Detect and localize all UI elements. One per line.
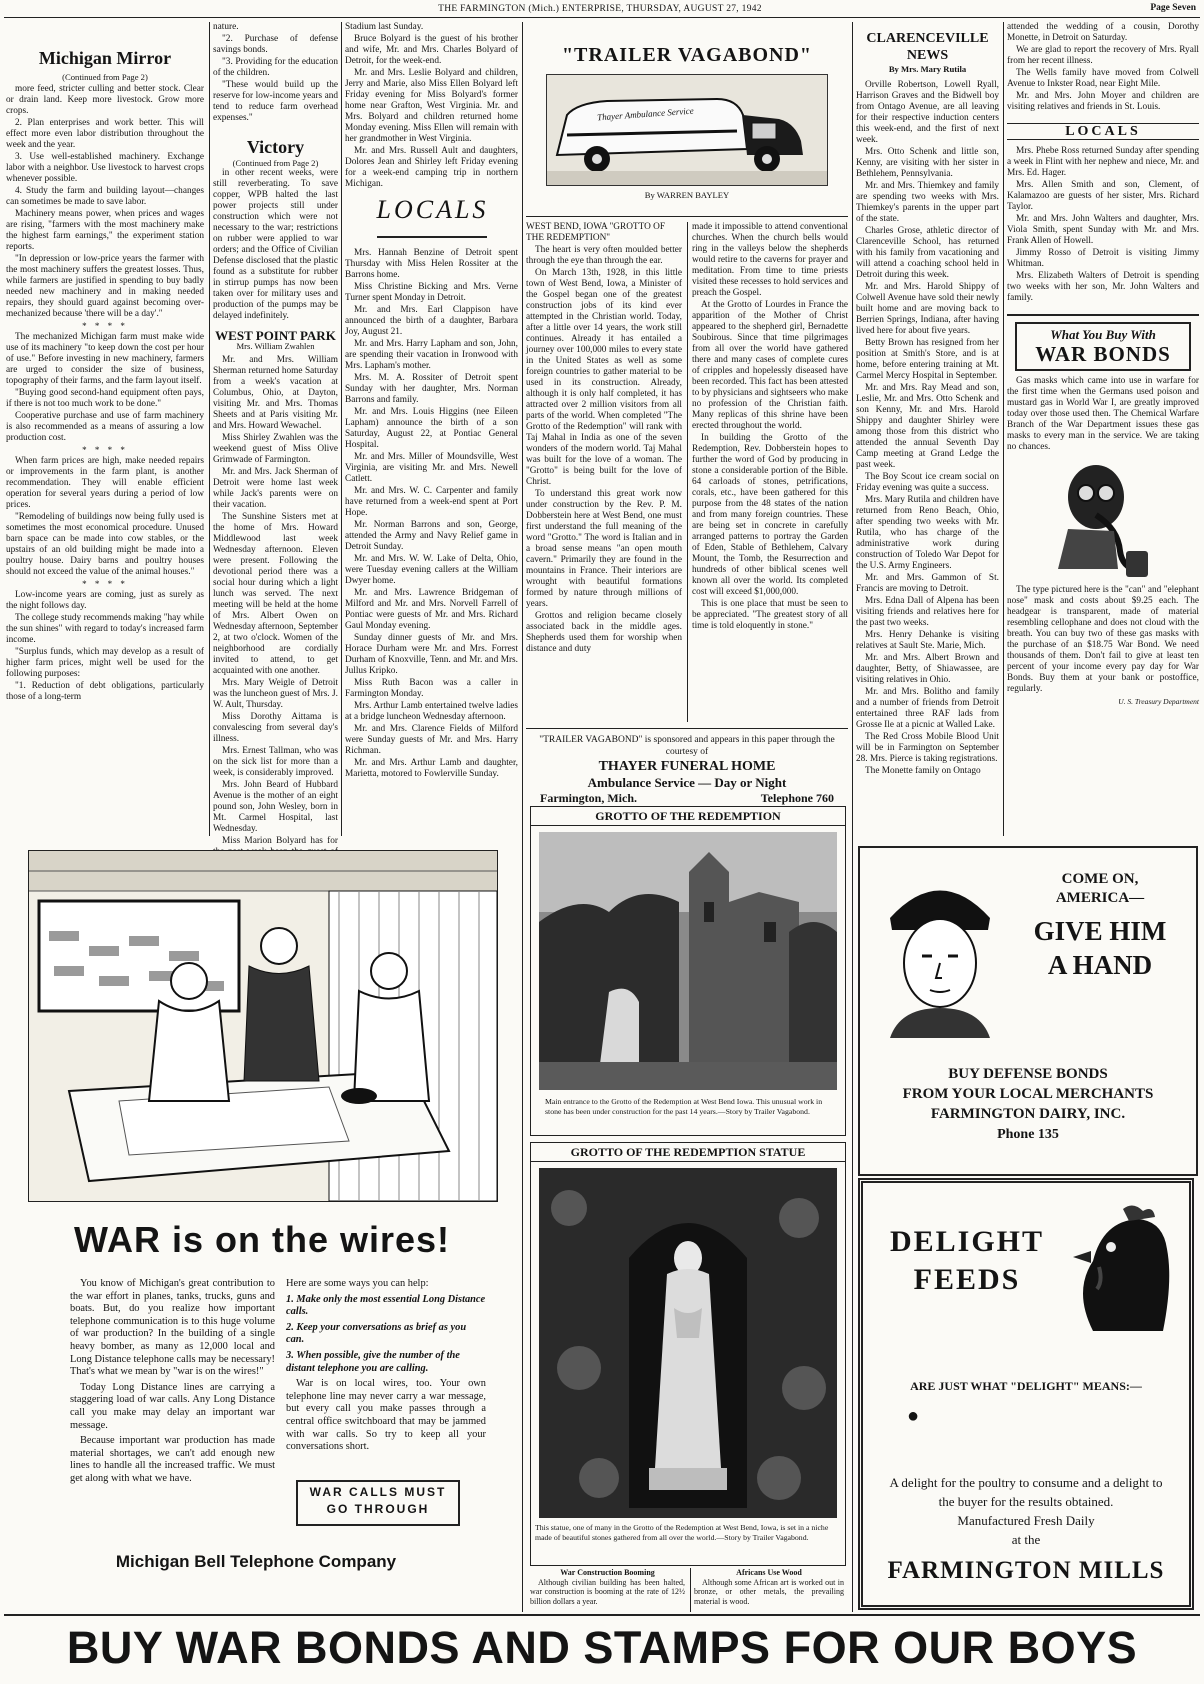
masthead-rule bbox=[4, 17, 1200, 18]
sponsor-service: Ambulance Service — Day or Night bbox=[587, 775, 787, 790]
column-rule bbox=[690, 1568, 691, 1612]
war-bonds-title: WAR BONDS bbox=[1035, 342, 1171, 366]
article-paragraph: more feed, stricter culling and better stock. Clear or drain land. Keep more livestock. Grow more crops. bbox=[6, 84, 204, 116]
war-calls-line: GO THROUGH bbox=[326, 1502, 430, 1516]
local-item: Mr. Norman Barrons and son, George, attended the Army and Navy Relief game in Detroit Sunday. bbox=[345, 520, 518, 552]
filler-body: Although some African art is worked out in bronze, or other metals, the prevailing material is wood. bbox=[694, 1577, 844, 1606]
article-paragraph: Cooperative purchase and use of farm machinery is also recommended as a means of assuring a low production cost. bbox=[6, 411, 204, 443]
continued-note: (Continued from Page 2) bbox=[232, 158, 319, 168]
section-separator: * * * * bbox=[82, 321, 128, 331]
section-rule bbox=[526, 728, 848, 729]
trailer-column-b bbox=[692, 222, 848, 722]
article-paragraph: Miss Shirley Zwahlen was the weekend guest of Miss Olive Grimwade of Farmington. bbox=[213, 433, 338, 465]
dairy-line: FROM YOUR LOCAL MERCHANTS bbox=[902, 1086, 1154, 1102]
article-paragraph: Mrs. Mary Rutila and children have returned from Reno Beach, Ohio, after spending two weeks with Mr. Rutila, who has charge of the administrative work during construction of Toledo War Depot for the U.S. Army Engineers. bbox=[856, 495, 999, 571]
delight-body-line: A delight for the poultry to consume and a delight to the buyer for the results obtained. bbox=[889, 1475, 1163, 1509]
local-item: Mr. and Mrs. W. W. Lake of Delta, Ohio, were Tuesday evening callers at the William Dwyer home. bbox=[345, 554, 518, 586]
filler-body: Although civilian building has been halted, war construction is booming at the rate of 12½ billion dollars a year. bbox=[530, 1577, 685, 1606]
grotto-photo-label: GROTTO OF THE REDEMPTION bbox=[531, 807, 845, 826]
dairy-line: BUY DEFENSE BONDS bbox=[948, 1066, 1108, 1082]
bell-paragraph: Today Long Distance lines are carrying a staggering load of war calls. Any Long Distance call you make may delay an important war message. bbox=[70, 1381, 275, 1431]
war-bonds-text: Gas masks which came into use in warfare for the first time when the Germans used poison and mustard gas in World War I, are greatly improved today over those used then. The Chemical Warfare Branch of the War Department issues these gas masks to every man in the service. We are taking no chances. bbox=[1007, 376, 1199, 452]
dairy-headline bbox=[1010, 870, 1190, 982]
article-paragraph: "Remodeling of buildings now being fully used is sometimes the most economical procedure. Unused barn space can be made into cow stables, or the upstairs of an old building might be made into a poultry house. Dairy barns and poultry houses should not exceed the value of the animal houses." bbox=[6, 512, 204, 577]
article-paragraph: Low-income years are coming, just as surely as the night follows day. bbox=[6, 590, 204, 611]
delight-feeds-ad bbox=[858, 1178, 1194, 1610]
sponsor-name: THAYER FUNERAL HOME bbox=[598, 759, 776, 774]
column-rule bbox=[341, 22, 342, 836]
office-scene-icon bbox=[29, 851, 497, 1201]
article-paragraph: The Red Cross Mobile Blood Unit will be in Farmington on September 28. Mrs. Pierce is taking registrations. bbox=[856, 732, 999, 764]
article-paragraph: made it impossible to attend conventional churches. When the church bells would ring in the valleys below the shepherds would retire to the caverns for prayer and meditation. From time to time priests visited these recesses to hold services and preach the Gospel. bbox=[692, 222, 848, 298]
article-paragraph: in other recent weeks, were still reverberating. To save copper, WPB halted the last power projects still under construction which were not necessary to the war; restrictions on rubber were applied to war orders; and the Office of Civilian Defense disclosed that the plastic found as a substitute for rubber in stirrup pumps has now been taken over for military uses and production of the pumps may be delayed indefinitely. bbox=[213, 168, 338, 321]
local-item: Jimmy Rosso of Detroit is visiting Jimmy Whitman. bbox=[1007, 248, 1199, 269]
article-paragraph: Orville Robertson, Lowell Ryall, Harrison Graves and the Bidwell boy from Ontago Avenue, are all leaving for their respective induction centers this week-end, and the first of next week. bbox=[856, 80, 999, 145]
article-paragraph: To understand this great work now under construction by the Rev. P. M. Dobberstein here at West Bend, one must first understand the full meaning of the word "Grotto." The word is Italian and in a broad sense means "an open mouth cavern." Primarily they are found in the mountains in France. Their interiors are wrought with beautiful formations formed by nature through millions of years. bbox=[526, 489, 682, 609]
clarenceville-column bbox=[856, 22, 999, 836]
banner-rule bbox=[4, 1614, 1200, 1616]
grotto-photo-caption: Main entrance to the Grotto of the Redemption at West Bend Iowa. This unusual work in stone has been under construction for the past 14 years.—Story by Trailer Vagabond. bbox=[545, 1097, 823, 1116]
column-rule bbox=[1003, 22, 1004, 836]
local-item: Mrs. Elizabeth Walters of Detroit is spending two weeks with her son, Mr. John Walters and family. bbox=[1007, 271, 1199, 303]
african-wood-filler bbox=[694, 1568, 844, 1606]
article-paragraph: Betty Brown has resigned from her position at Smith's Store, and is at home, before entering training at Mt. Carmel Mercy Hospital in September. bbox=[856, 338, 999, 381]
article-paragraph: Mrs. John Beard of Hubbard Avenue is the mother of an eight pound son, John Wesley, born in Mt. Carmel Hospital, last Wednesday. bbox=[213, 780, 338, 834]
article-paragraph: Mr. and Mrs. John Moyer and children are visiting relatives and friends in St. Louis. bbox=[1007, 91, 1199, 112]
article-paragraph: Mr. and Mrs. Thiemkey and family are spending two weeks with Mrs. Thiemkey's parents in the upper part of the state. bbox=[856, 181, 999, 224]
column-rule bbox=[852, 22, 853, 1612]
bell-paragraph: War is on local wires, too. Your own telephone line may never carry a war message, but every call you make passes through a central office switchboard that may be jammed with war calls. So try to keep all your conversations short. bbox=[286, 1378, 486, 1453]
section-separator: * * * * bbox=[82, 445, 128, 455]
bell-tip: 3. When possible, give the number of the distant telephone you are calling. bbox=[286, 1349, 460, 1374]
filler-title: War Construction Booming bbox=[560, 1568, 655, 1577]
article-paragraph: "Buying good second-hand equipment often pays, if there is not too much work to be done." bbox=[6, 388, 204, 409]
war-bonds-heading bbox=[1015, 322, 1191, 371]
soldier-icon bbox=[870, 868, 1010, 1038]
article-paragraph: The Wells family have moved from Colwell Avenue to Inkster Road, near Eight Mile. bbox=[1007, 68, 1199, 89]
article-paragraph: Mr. and Mrs. Gammon of St. Francis are moving to Detroit. bbox=[856, 573, 999, 594]
west-point-park-title: WEST POINT PARK bbox=[215, 328, 336, 343]
article-paragraph: At the Grotto of Lourdes in France the apparition of the Mother of Christ appeared to the shepherd girl, Bernadette Soubirous. Since that time pilgrimages from all over the world have gathered there and many cases of complete cures of cripples and hopelessly diseased have been recorded. This fact has been attested to by physicians and sightseers who make no profession of the Christian faith. Many replicas of this shrine have been erected throughout the world. bbox=[692, 300, 848, 431]
section-separator: * * * * bbox=[82, 579, 128, 589]
article-paragraph: 3. Use well-established machinery. Exchange labor with a neighbor. Use livestock to harvest crops whenever possible. bbox=[6, 152, 204, 184]
trailer-column-a bbox=[526, 222, 682, 722]
bell-signature: Michigan Bell Telephone Company bbox=[115, 1552, 397, 1571]
trailer-byline: By WARREN BAYLEY bbox=[644, 190, 730, 200]
trailer-vagabond-title: "TRAILER VAGABOND" bbox=[561, 44, 813, 66]
article-paragraph: Grottos and religion became closely associated back in the middle ages. Shepherds used them for worship when distance and duty bbox=[526, 611, 682, 654]
ambulance-truck-icon bbox=[547, 75, 827, 185]
article-paragraph: 2. Plan enterprises and work better. This will effect more even labor distribution throughout the week and the year. bbox=[6, 118, 204, 150]
bell-headline: WAR is on the wires! bbox=[73, 1219, 451, 1260]
article-paragraph: Mr. and Mrs. Albert Brown and daughter, Betty, of Shiawassee, are visiting relatives in Ohio. bbox=[856, 653, 999, 685]
delight-bullet: ● bbox=[906, 1405, 920, 1427]
clarenceville-title: CLARENCEVILLE NEWS bbox=[866, 31, 989, 63]
article-paragraph: The Monette family on Ontago bbox=[865, 766, 981, 776]
local-item: Miss Christine Bicking and Mrs. Verne Turner spent Monday in Detroit. bbox=[345, 282, 518, 303]
truck-sign: Thayer Ambulance Service bbox=[596, 105, 695, 123]
bell-tips-intro: Here are some ways you can help: bbox=[286, 1278, 429, 1289]
article-dateline: WEST BEND, IOWA "GROTTO OF THE REDEMPTION" bbox=[526, 222, 666, 243]
delight-title-line: FEEDS bbox=[913, 1263, 1021, 1296]
article-paragraph: Mr. and Mrs. Jack Sherman of Detroit were home last week while Jack's parents were on their vacation. bbox=[213, 467, 338, 510]
article-paragraph: Miss Marion Bolyard has for bbox=[222, 836, 338, 846]
article-paragraph: Mrs. Ernest Tallman, who was on the sick list for more than a week, is considerably improved. bbox=[213, 746, 338, 778]
war-bonds-feature bbox=[1007, 314, 1199, 707]
war-construction-filler bbox=[530, 1568, 685, 1606]
local-item: Mr. and Mrs. W. C. Carpenter and family have returned from a week-end spent at Port Hope. bbox=[345, 486, 518, 518]
article-paragraph: Mr. and Mrs. Bolitho and family and a number of friends from Detroit entertained three RAF lads from Grosse Ile at a picnic at Walled Lake. bbox=[856, 687, 999, 730]
article-paragraph: Bruce Bolyard is the guest of his brother and wife, Mr. and Mrs. Charles Bolyard of Detroit, for the week-end. bbox=[345, 34, 518, 66]
grotto-statue-label: GROTTO OF THE REDEMPTION STATUE bbox=[531, 1143, 845, 1162]
sponsor-phone: Telephone 760 bbox=[760, 791, 834, 805]
delight-mill-name: FARMINGTON MILLS bbox=[887, 1557, 1165, 1584]
michigan-mirror-column bbox=[6, 22, 204, 836]
bell-tip: 1. Make only the most essential Long Distance calls. bbox=[286, 1293, 486, 1318]
war-bonds-banner: BUY WAR BONDS AND STAMPS FOR OUR BOYS bbox=[66, 1622, 1138, 1673]
page-number: Page Seven bbox=[1150, 3, 1196, 13]
local-item: Mrs. Allen Smith and son, Clement, of Kalamazoo are guests of her sister, Mrs. Richard Taylor. bbox=[1007, 180, 1199, 212]
article-paragraph: Miss Dorothy Aittama is convalescing from several day's illness. bbox=[213, 712, 338, 744]
local-item: Mrs. M. A. Rossiter of Detroit spent Sunday with her daughter, Mrs. Norman Barrons and family. bbox=[345, 373, 518, 405]
article-paragraph: 4. Study the farm and building layout—changes can sometimes be made to save labor. bbox=[6, 186, 204, 207]
delight-title-line: DELIGHT bbox=[889, 1225, 1045, 1258]
locals-title: LOCALS bbox=[376, 195, 489, 224]
hen-illustration bbox=[1063, 1201, 1181, 1331]
bell-tip: 2. Keep your conversations as brief as you can. bbox=[286, 1321, 467, 1346]
article-paragraph: "Surplus funds, which may develop as a result of higher farm prices, might well be used for the following purposes: bbox=[6, 647, 204, 679]
column-rule bbox=[209, 22, 210, 836]
article-paragraph: Mr. and Mrs. Ray Mead and son, Leslie, Mr. and Mrs. Otto Schenk and son Kenny, Mr. and Mrs. Harold Shippy and daughter Shirley were among those from this district who attended the annual Seventh Day Camp meeting at Grand Ledge the past week. bbox=[856, 383, 999, 470]
article-paragraph: Mr. and Mrs. William Sherman returned home Saturday from a week's vacation at Columbus, Ohio, at Dayton, visiting Mr. and Mrs. Thomas Sheets and at Paris visiting Mr. and Mrs. Howard Wewachel. bbox=[213, 355, 338, 431]
local-item: Mr. and Mrs. Arthur Lamb and daughter, Marietta, motored to Fowlerville Sunday. bbox=[345, 758, 518, 779]
trailer-illustration bbox=[546, 74, 828, 186]
war-calls-box bbox=[296, 1480, 460, 1526]
article-paragraph: Mr. and Mrs. Russell Ault and daughters, Dolores Jean and Shirley left Friday evening for a week-end camping trip in northern Michigan. bbox=[345, 146, 518, 189]
running-head: THE FARMINGTON (Mich.) ENTERPRISE, THURSDAY, AUGUST 27, 1942 bbox=[438, 4, 762, 14]
article-paragraph: Mr. and Mrs. Leslie Bolyard and children, Jerry and Marie, also Miss Ellen Bolyard left Friday evening for Miss Bolyard's former home near Grafton, West Virginia. Mr. and Mrs. Bolyard and children returned home Monday evening. Miss Ellen will remain with her grandmother in West Virginia. bbox=[345, 68, 518, 144]
dairy-line: Phone 135 bbox=[997, 1127, 1059, 1142]
local-item: Mr. and Mrs. John Walters and daughter, Mrs. Viola Smith, spent Sunday with Mr. and Mrs. Frank Allen of Howell. bbox=[1007, 214, 1199, 246]
delight-title bbox=[887, 1223, 1047, 1299]
locals-logo bbox=[376, 195, 489, 238]
section-rule bbox=[526, 216, 848, 217]
grotto-photo-box bbox=[530, 806, 846, 1136]
dairy-footer bbox=[870, 1064, 1186, 1146]
bell-right-text bbox=[286, 1278, 486, 1454]
dairy-line: FARMINGTON DAIRY, INC. bbox=[930, 1106, 1126, 1122]
local-item: Mrs. Hannah Benzine of Detroit spent Thursday with Miss Helen Rossiter at the Barrons home. bbox=[345, 248, 518, 280]
column-rule bbox=[522, 22, 523, 1612]
column-rule bbox=[687, 222, 688, 722]
article-paragraph: nature. bbox=[213, 22, 239, 32]
grotto-statue-box bbox=[530, 1142, 846, 1566]
article-paragraph: Mrs. Edna Dall of Alpena has been visiting friends and relatives here for the past two weeks. bbox=[856, 596, 999, 628]
grotto-statue-photo bbox=[539, 1168, 837, 1518]
local-item: Mr. and Mrs. Clarence Fields of Milford were Sunday guests of Mr. and Mrs. Harry Richman. bbox=[345, 724, 518, 756]
article-paragraph: The college study recommends making "hay while the sun shines" with regard to today's increased farm income. bbox=[6, 613, 204, 645]
locals-title: LOCALS bbox=[1007, 123, 1199, 140]
soldier-illustration bbox=[870, 868, 1010, 1038]
delight-body-line: Manufactured Fresh Daily bbox=[957, 1513, 1095, 1528]
local-item: Mr. and Mrs. Harry Lapham and son, John, are spending their vacation in Ironwood with Mrs. Lapham's mother. bbox=[345, 339, 518, 371]
war-bonds-text: The type pictured here is the "can" and "elephant nose" mask and costs about $9.25 each. The headgear is transparent, made of material resembling cellophane and does not cloud with the breath. You can buy two of these gas masks with the purchase of an $18.75 War Bond. We need thousands of them. Don't fail to give at least ten percent of your income every pay day for War Bonds. Buy them at your bank or postoffice, regularly. bbox=[1007, 585, 1199, 694]
war-bonds-credit: U. S. Treasury Department bbox=[1118, 697, 1199, 706]
office-illustration bbox=[28, 850, 498, 1202]
article-paragraph: "1. Reduction of debt obligations, particularly those of a long-term bbox=[6, 681, 204, 702]
bell-left-text bbox=[70, 1278, 275, 1486]
bolyard-locals-column bbox=[345, 22, 518, 836]
article-paragraph: The mechanized Michigan farm must make wide use of its machinery "to keep down the cost per hour of use." Before investing in new machinery, farmers are urged to consider the size of business, topography of their farms, and the farm layout itself. bbox=[6, 332, 204, 386]
article-paragraph: When farm prices are high, make needed repairs or improvements in the farm plant, is another recommendation. They will enable efficient operation for several years during a period of low prices. bbox=[6, 456, 204, 510]
article-paragraph: The heart is very often moulded better through the eye than through the ear. bbox=[526, 245, 682, 266]
local-item: Mr. and Mrs. Louis Higgins (nee Eileen Lapham) announce the birth of a son Saturday, August 22, at Pontiac General Hospital. bbox=[345, 407, 518, 450]
delight-tagline: ARE JUST WHAT "DELIGHT" MEANS:— bbox=[910, 1379, 1142, 1393]
article-paragraph: Charles Grose, athletic director of Clarenceville School, has returned with his family from vacationing and will attend a coaching school held in Detroit during this week. bbox=[856, 226, 999, 280]
hen-icon bbox=[1063, 1201, 1181, 1331]
grotto-photo bbox=[539, 832, 837, 1090]
article-paragraph: Mrs. Otto Schenk and little son, Kenny, are visiting with her sister in Bethlehem, Pennsylvania. bbox=[856, 147, 999, 179]
article-paragraph: Mr. and Mrs. Harold Shippy of Colwell Avenue have sold their newly built home and are moving back to Berrien Springs, Indiana, after having lived here for about five years. bbox=[856, 282, 999, 336]
article-paragraph: The Sunshine Sisters met at the home of Mrs. Howard Middlewood last week Wednesday afternoon. Eleven were present. Following the devotional period there was a social hour during which a light lunch was served. The next meeting will be held at the home of Mrs. Albert Owen on Wednesday afternoon, September 2, at two o'clock. Women of the neighborhood are cordially invited to attend, to get acquainted with one another. bbox=[213, 512, 338, 676]
delight-body bbox=[883, 1473, 1169, 1549]
farmington-dairy-ad bbox=[858, 846, 1198, 1176]
grotto-building-icon bbox=[539, 832, 837, 1090]
article-paragraph: "In depression or low-price years the farmer with the most machinery suffers the greatest losses. Thus, while farmers are justified in spending to buy badly needed new machinery and in making needed repairs, they should guard against becoming over-mechanized because 'there will be a day'." bbox=[6, 254, 204, 319]
article-paragraph: "These would build up the reserve for low-income years and tend to reduce farm overhead expenses." bbox=[213, 80, 338, 123]
victory-westpoint-column bbox=[213, 22, 338, 846]
local-item: Mr. and Mrs. Lawrence Bridgeman of Milford and Mr. and Mrs. Norvell Farrell of Pontiac were guests of Mr. and Mrs. Richard Gaul Monday evening. bbox=[345, 588, 518, 631]
dairy-line: AMERICA— bbox=[1055, 890, 1145, 906]
sponsor-footer bbox=[530, 791, 844, 806]
locals-warbonds-column bbox=[1007, 22, 1199, 836]
article-paragraph: On March 13th, 1928, in this little town of West Bend, Iowa, a Minister of the Gospel began one of the greatest construction jobs of its kind ever attempted in the Christian world. Today, after a little over 14 years, the work still continues. Already it has entailed a journey over 100,000 miles to every state in the United States as well as some foreign countries to gather material to be used in its construction. Already, although it is only half completed, it has attracted over 2 million visitors from all parts of the world. When completed "The Grotto of the Redemption" will rank with Taj Mahal in India as one of the seven wonders of the modern world. Taj Mahal was built for the love of a woman. The "Grotto" is being built for the love of Christ. bbox=[526, 268, 682, 487]
grotto-statue-caption: This statue, one of many in the Grotto of the Redemption at West Bend, Iowa, is set in a niche made of beautiful stones gathered from all over the world.—Story by Trailer Vagabond. bbox=[535, 1523, 829, 1542]
article-paragraph: In building the Grotto of the Redemption, Rev. Dobberstein hopes to further the word of God by producing in stone a considerable portion of the Bible. 64 carloads of stones, petrifications, corals, etc., have been gathered for this purpose from the 48 states of the nation and from many foreign countries. These are being set in concrete in carefully arranged patterns to portray the Garden of Eden, Stable of Bethlehem, Calvary Mount, the Tomb, the Resurrection and hundreds of other biblical scenes well known all over the world. Its completed cost will exceed $1,000,000. bbox=[692, 433, 848, 597]
gas-mask-icon bbox=[1048, 459, 1158, 579]
local-item: Mr. and Mrs. Miller of Moundsville, West Virginia, are visiting Mr. and Mrs. Newell Catlett. bbox=[345, 452, 518, 484]
bell-paragraph: Because important war production has made material shortages, we can't add enough new lines to handle all the increased traffic. We must get along with what we have. bbox=[70, 1435, 275, 1484]
victory-title: Victory bbox=[246, 137, 305, 157]
dairy-line: GIVE HIM bbox=[1033, 916, 1167, 946]
dairy-line: A HAND bbox=[1047, 950, 1153, 980]
delight-body-line: at the bbox=[1011, 1532, 1041, 1547]
sponsor-note: "TRAILER VAGABOND" is sponsored and appears in this paper through the courtesy of bbox=[539, 735, 835, 757]
michigan-bell-ad bbox=[6, 840, 518, 1612]
bell-paragraph: You know of Michigan's great contribution to the war effort in planes, tanks, trucks, guns and boats. But, do you realize how important telephone communication is to this huge volume of war production? In the building of a single heavy bomber, as many as 12,000 local and Long Distance telephone calls may be necessary! That's what we mean by "war is on the wires!" bbox=[70, 1278, 275, 1378]
local-item: Miss Ruth Bacon was a caller in Farmington Monday. bbox=[345, 678, 518, 699]
war-calls-line: WAR CALLS MUST bbox=[309, 1485, 447, 1499]
local-item: Mr. and Mrs. Earl Clappison have announced the birth of a daughter, Barbara Joy, August 21. bbox=[345, 305, 518, 337]
local-item: Mrs. Phebe Ross returned Sunday after spending a week in Flint with her nephew and niece, Mr. and Mrs. Ed. Hager. bbox=[1007, 146, 1199, 178]
statue-icon bbox=[539, 1168, 837, 1518]
article-paragraph: attended the wedding of a cousin, Dorothy Monette, in Detroit on Saturday. bbox=[1007, 22, 1199, 43]
gas-mask-illustration bbox=[1048, 459, 1158, 579]
article-paragraph: "3. Providing for the education of the children. bbox=[213, 57, 338, 78]
continued-note: (Continued from Page 2) bbox=[62, 72, 148, 82]
article-paragraph: "2. Purchase of defense savings bonds. bbox=[213, 34, 338, 55]
filler-title: Africans Use Wood bbox=[736, 1568, 802, 1577]
michigan-mirror-title: Michigan Mirror bbox=[38, 48, 172, 68]
byline: By Mrs. Mary Rutila bbox=[888, 64, 967, 74]
article-paragraph: Mrs. Mary Weigle of Detroit was the luncheon guest of Mrs. J. W. Ault, Thursday. bbox=[213, 678, 338, 710]
article-paragraph: Machinery means power, when prices and wages are rising, "farmers with the most machinery make the highest farm earnings," the experiment station reports. bbox=[6, 209, 204, 252]
article-paragraph: We are glad to report the recovery of Mrs. Ryall from her recent illness. bbox=[1007, 45, 1199, 66]
sponsor-town: Farmington, Mich. bbox=[540, 791, 637, 805]
local-item: Mrs. Arthur Lamb entertained twelve ladies at a bridge luncheon Wednesday afternoon. bbox=[345, 701, 518, 722]
trailer-vagabond-section bbox=[526, 22, 848, 832]
article-paragraph: Mrs. Henry Dehanke is visiting relatives at Sault Ste. Marie, Mich. bbox=[856, 630, 999, 651]
dairy-line: COME ON, bbox=[1061, 871, 1139, 887]
article-paragraph: This is one place that must be seen to be appreciated. "The greatest story of all time is told eloquently in stone." bbox=[692, 599, 848, 631]
byline: Mrs. William Zwahlen bbox=[236, 341, 315, 351]
local-item: Sunday dinner guests of Mr. and Mrs. Horace Durham were Mr. and Mrs. Forrest Durham of Knoxville, Tenn. and Mr. and Mrs. Jullus Kripko. bbox=[345, 633, 518, 676]
article-paragraph: The Boy Scout ice cream social on Friday evening was quite a success. bbox=[856, 472, 999, 493]
article-paragraph: Stadium last Sunday. bbox=[345, 22, 424, 32]
war-bonds-script: What You Buy With bbox=[1050, 327, 1156, 342]
